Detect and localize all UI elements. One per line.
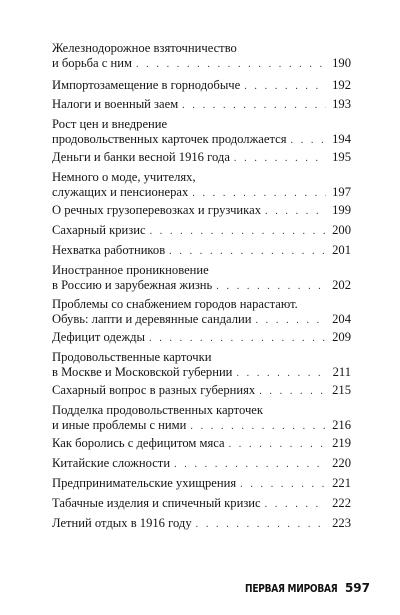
dot-leader: [265, 497, 326, 512]
toc-entry-last-line: [52, 278, 351, 294]
toc-page-number: 204: [332, 312, 351, 327]
toc-page-number: 192: [332, 78, 351, 92]
toc-entry-last-line: [52, 496, 351, 512]
toc-entry-last-line: [52, 436, 351, 452]
dot-leader: [216, 279, 326, 294]
toc-entry: [52, 476, 351, 492]
toc-page-number: 215: [332, 383, 351, 397]
toc-entry-last-line: [52, 78, 351, 94]
toc-entry-last-line: [52, 56, 351, 72]
toc-entry-title-line: Обувь: лапти и деревянные сандалии: [52, 312, 252, 327]
toc-entry: [52, 496, 351, 512]
toc-page-number: 197: [332, 185, 351, 200]
toc-entry-title-line: Нехватка работников: [52, 243, 166, 257]
toc-entry: [52, 243, 351, 259]
toc-entry: [52, 297, 351, 329]
running-section-title: ПЕРВАЯ МИРОВАЯ: [244, 583, 337, 595]
toc-entry: [52, 78, 351, 94]
dot-leader: [149, 331, 326, 346]
toc-entry: [52, 41, 351, 73]
toc-entry: [52, 436, 351, 452]
dot-leader: [234, 151, 326, 166]
toc-page-number: 202: [332, 278, 351, 293]
dot-leader: [259, 384, 326, 399]
toc-entry: [52, 150, 351, 166]
dot-leader: [182, 98, 326, 113]
toc-entry-title-line: служащих и пенсионерах: [52, 185, 189, 200]
toc-entry-title-line: в Россию и зарубежная жизнь: [52, 278, 213, 293]
toc-page-number: 211: [332, 365, 351, 380]
toc-entry-last-line: [52, 418, 351, 434]
toc-entry-title-line: Деньги и банки весной 1916 года: [52, 150, 230, 164]
dot-leader: [136, 57, 326, 72]
toc-page-number: 221: [332, 476, 351, 490]
toc-page-number: 199: [332, 203, 351, 217]
toc-entry-last-line: [52, 383, 351, 399]
toc-entry: [52, 516, 351, 532]
toc-entry-title-line: Подделка продовольственных карточек: [52, 403, 264, 417]
dot-leader: [190, 419, 326, 434]
dot-leader: [255, 313, 326, 328]
toc-entry-last-line: [52, 150, 351, 166]
toc-entry-title-line: и иные проблемы с ними: [52, 418, 187, 433]
dot-leader: [265, 204, 326, 219]
toc-page-number: 220: [332, 456, 351, 470]
toc-page-number: 194: [332, 132, 351, 147]
dot-leader: [244, 79, 326, 94]
toc-page-number: 201: [332, 243, 351, 257]
toc-page-number: 190: [332, 56, 351, 71]
toc-entry-last-line: [52, 456, 351, 472]
toc-entry-title-line: Сахарный вопрос в разных губерниях: [52, 383, 256, 397]
toc-page-number: 200: [332, 223, 351, 237]
toc-entry: [52, 456, 351, 472]
toc-entry: [52, 223, 351, 239]
dot-leader: [192, 186, 326, 201]
toc-entry-title-line: О речных грузоперевозках и грузчиках: [52, 203, 261, 217]
toc-entry-title-line: Налоги и военный заем: [52, 97, 179, 111]
dot-leader: [150, 224, 326, 239]
toc-entry-last-line: [52, 223, 351, 239]
toc-entry-title-line: Предпринимательские ухищрения: [52, 476, 237, 490]
toc-entry-title-line: Китайские сложности: [52, 456, 171, 470]
toc-entry-title-line: Железнодорожное взяточничество: [52, 41, 237, 55]
toc-page-number: 195: [332, 150, 351, 164]
dot-leader: [169, 244, 326, 259]
dot-leader: [240, 477, 326, 492]
dot-leader: [229, 437, 326, 452]
toc-entry-last-line: [52, 330, 351, 346]
toc-entry-title-line: Табачные изделия и спичечный кризис: [52, 496, 261, 510]
toc-entry-title-line: Импортозамещение в горнодобыче: [52, 78, 241, 92]
toc-entry: [52, 383, 351, 399]
toc-entry-last-line: [52, 203, 351, 219]
toc-entry-title-line: продовольственных карточек продолжается: [52, 132, 287, 147]
toc-entry: [52, 97, 351, 113]
dot-leader: [174, 457, 326, 472]
toc-page-number: 222: [332, 496, 351, 510]
toc-entry-last-line: [52, 243, 351, 259]
toc-page-number: 209: [332, 330, 351, 344]
toc-entry: [52, 203, 351, 219]
toc-entry: [52, 330, 351, 346]
toc-entry-title-line: Летний отдых в 1916 году: [52, 516, 192, 530]
toc-entry-last-line: [52, 516, 351, 532]
toc-entry: [52, 263, 351, 295]
toc-page-number: 223: [332, 516, 351, 530]
toc-page-number: 219: [332, 436, 351, 450]
toc-entry-last-line: [52, 97, 351, 113]
dot-leader: [196, 517, 326, 532]
toc-entry-title-line: Иностранное проникновение: [52, 263, 209, 277]
toc-entry-last-line: [52, 132, 351, 148]
toc-entry-title-line: Проблемы со снабжением городов нарастают.: [52, 297, 298, 311]
page-footer: [230, 581, 370, 595]
toc-entry-title-line: Продовольственные карточки: [52, 350, 212, 364]
toc-entry: [52, 170, 351, 202]
toc-entry-title-line: в Москве и Московской губернии: [52, 365, 233, 380]
toc-page-number: 193: [332, 97, 351, 111]
toc-entry-title-line: Сахарный кризис: [52, 223, 146, 237]
toc-page-number: 216: [332, 418, 351, 433]
toc-entry-last-line: [52, 365, 351, 381]
toc-entry-title-line: Рост цен и внедрение: [52, 117, 168, 131]
toc-entry: [52, 403, 351, 435]
page-number: 597: [344, 581, 370, 595]
dot-leader: [236, 366, 326, 381]
dot-leader: [291, 133, 327, 148]
toc-entry-last-line: [52, 476, 351, 492]
toc-entry: [52, 350, 351, 382]
toc-entry-title-line: Немного о моде, учителях,: [52, 170, 196, 184]
toc-entry: [52, 117, 351, 149]
toc-entry-last-line: [52, 185, 351, 201]
toc-entry-title-line: и борьба с ним: [52, 56, 132, 71]
toc-entry-last-line: [52, 312, 351, 328]
toc-entry-title-line: Дефицит одежды: [52, 330, 146, 344]
toc-entry-title-line: Как боролись с дефицитом мяса: [52, 436, 225, 450]
